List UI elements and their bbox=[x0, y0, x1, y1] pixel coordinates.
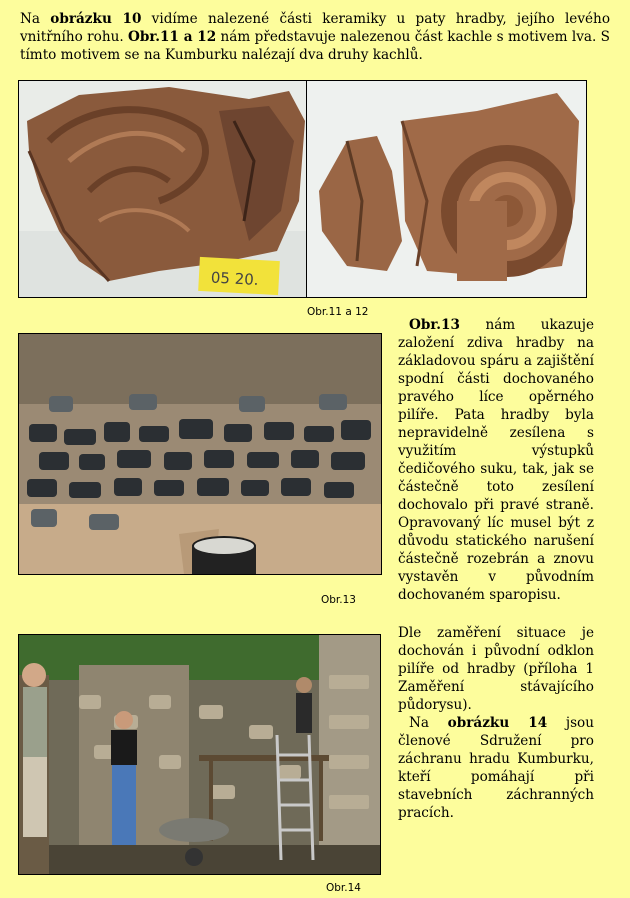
intro-bold-obr11-12: Obr.11 a 12 bbox=[128, 29, 217, 45]
intro-paragraph bbox=[20, 10, 610, 64]
intro-text-1: Na bbox=[20, 11, 51, 27]
photo-obr11 bbox=[18, 80, 307, 298]
obr13-bold: Obr.13 bbox=[409, 317, 460, 333]
photo-label-tag: 05 20. bbox=[210, 268, 260, 290]
obr14-bold: obrázku 14 bbox=[447, 715, 548, 731]
caption-obr13: Obr.13 bbox=[321, 594, 356, 606]
intro-text-3: nám představuje nalezenou část kachle s motivem lva. S tímto motivem se na Kumburku nalézají dva druhy kachlů. bbox=[20, 29, 610, 63]
obr13-text: nám ukazuje založení zdiva hradby na základovou spáru a zajištění spodní části dochovaného pravého líce opěrného pilíře. Pata hradby byla nepravidelně zesílena s využitím výstupků čedičového suku, tak, jak se částečně toto zesílení dochovalo při pravé straně. Opravovaný líc musel být z důvodu statického narušení částečně rozebrán a znovu vystavěn v původním dochovaném sparopisu. bbox=[398, 317, 594, 603]
obr14-text-2: jsou členové Sdružení pro záchranu hradu Kumburku, kteří pomáhají při stavebních záchranných pracích. bbox=[398, 715, 594, 821]
obr14-description bbox=[398, 714, 594, 822]
photo-obr12 bbox=[306, 80, 587, 298]
caption-obr11-12: Obr.11 a 12 bbox=[307, 306, 369, 318]
obr13-description bbox=[398, 316, 594, 604]
alignment-paragraph: Dle zaměření situace je dochován i původní odklon pilíře od hradby (příloha 1 Zaměření stávajícího půdorysu). bbox=[398, 625, 594, 713]
intro-text-2: vidíme nalezené části keramiky u paty hradby, jejího levého vnitřního rohu. bbox=[20, 11, 611, 45]
caption-obr14: Obr.14 bbox=[326, 882, 361, 894]
obr14-text-1: Na bbox=[409, 715, 448, 731]
photo-obr13 bbox=[18, 333, 382, 575]
intro-bold-obr10: obrázku 10 bbox=[50, 11, 142, 27]
photo-obr14 bbox=[18, 634, 381, 875]
